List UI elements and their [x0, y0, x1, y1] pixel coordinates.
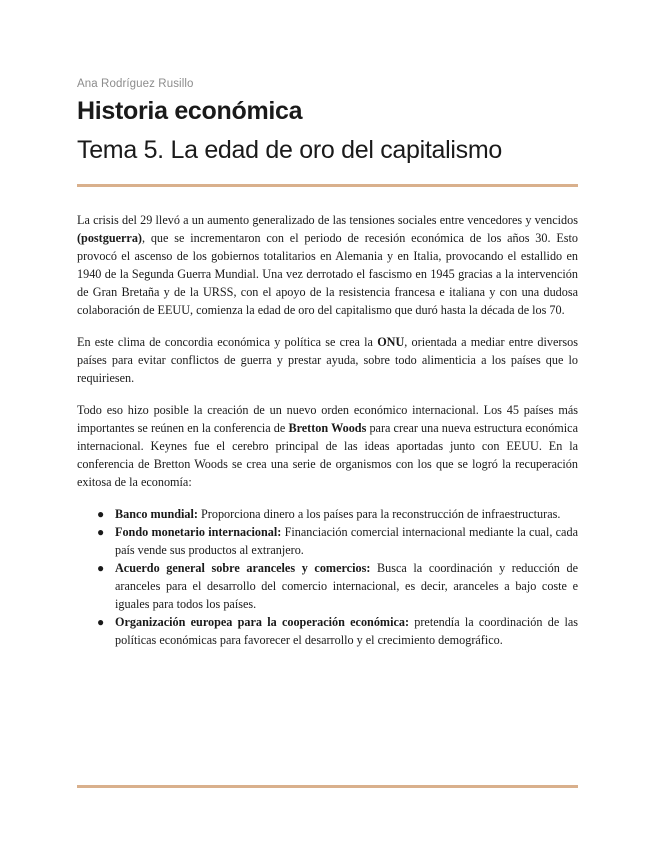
- bold-term: Bretton Woods: [288, 421, 367, 435]
- paragraph-text: La crisis del 29 llevó a un aumento generalizado de las tensiones sociales entre vencedores y vencidos: [77, 213, 578, 227]
- author-name: Ana Rodríguez Rusillo: [77, 78, 194, 90]
- list-item: [77, 505, 578, 523]
- bold-term: ONU: [377, 335, 405, 349]
- bullet-icon: ●: [97, 525, 105, 539]
- list-item-term: Acuerdo general sobre aranceles y comercios:: [115, 561, 371, 575]
- list-item-desc: Busca la coordinación y reducción de aranceles para el desarrollo del comercio internacional, es decir, aranceles a bajo coste e iguales para todos los países.: [115, 561, 578, 611]
- list-item-term: Organización europea para la cooperación económica:: [115, 615, 410, 629]
- paragraph-text: , orientada a mediar entre diversos países para evitar conflictos de guerra y prestar ayuda, sobre todo alimenticia a los países que lo requiriesen.: [77, 335, 578, 385]
- bullet-icon: ●: [97, 615, 105, 629]
- organisms-list: [77, 505, 578, 649]
- bullet-icon: ●: [97, 561, 105, 575]
- paragraph-2: [77, 333, 578, 387]
- list-item-desc: pretendía la coordinación de las políticas económicas para favorecer el desarrollo y el crecimiento demográfico.: [115, 615, 578, 647]
- paragraph-text: En este clima de concordia económica y política se crea la: [77, 335, 378, 349]
- list-item-term: Banco mundial:: [115, 507, 198, 521]
- document-subtitle: Tema 5. La edad de oro del capitalismo: [77, 136, 502, 164]
- list-item-term: Fondo monetario internacional:: [115, 525, 282, 539]
- document-body: [77, 211, 578, 649]
- bold-term: (postguerra): [77, 231, 142, 245]
- list-item: [77, 613, 578, 649]
- list-item-desc: Financiación comercial internacional mediante la cual, cada país vende sus productos al extranjero.: [115, 525, 578, 557]
- bullet-icon: ●: [97, 507, 105, 521]
- paragraph-3: [77, 401, 578, 491]
- paragraph-text: Todo eso hizo posible la creación de un nuevo orden económico internacional. Los 45 países más importantes se reúnen en la conferencia de: [77, 403, 578, 435]
- top-divider: [77, 184, 578, 187]
- list-item-desc: Proporciona dinero a los países para la reconstrucción de infraestructuras.: [197, 507, 561, 521]
- list-item: [77, 559, 578, 613]
- list-item: [77, 523, 578, 559]
- bottom-divider: [77, 785, 578, 788]
- paragraph-text: , que se incrementaron con el periodo de recesión económica de los años 30. Esto provocó el ascenso de los gobiernos totalitarios en Alemania y en Italia, provocando el estallido en 1940 de la Segunda Guerra Mundial. Una vez derrotado el fascismo en 1945 gracias a la intervención de Gran Bretaña y de la URSS, con el apoyo de la resistencia francesa e italiana y con una dudosa colaboración de EEUU, comienza la edad de oro del capitalismo que duró hasta la década de los 70.: [77, 231, 578, 317]
- document-title: Historia económica: [77, 97, 303, 125]
- paragraph-text: para crear una nueva estructura económica internacional. Keynes fue el cerebro principal de las ideas aportadas junto con EEUU. En la conferencia de Bretton Woods se crea una serie de organismos con los que se logró la recuperación exitosa de la economía:: [77, 421, 578, 489]
- paragraph-1: [77, 211, 578, 319]
